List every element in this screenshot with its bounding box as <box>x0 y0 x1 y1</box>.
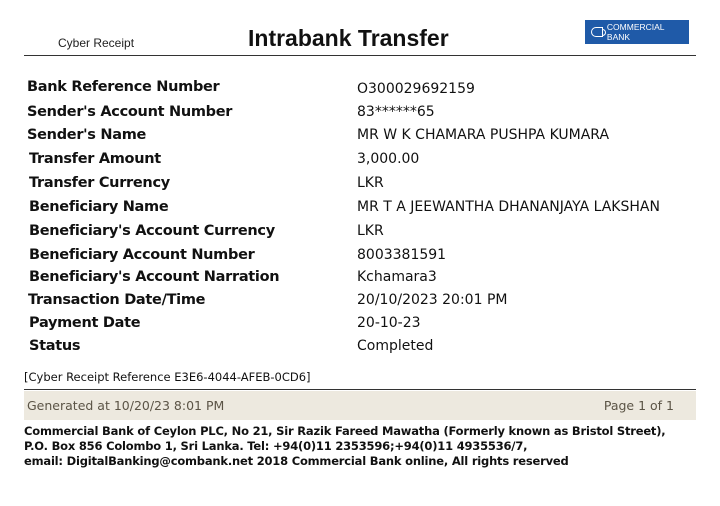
detail-value: MR T A JEEWANTHA DHANANJAYA LAKSHAN <box>357 199 660 215</box>
detail-label: Transfer Amount <box>29 151 161 167</box>
detail-row-transfer-amount <box>24 151 696 173</box>
detail-value: MR W K CHAMARA PUSHPA KUMARA <box>357 127 610 143</box>
footer-divider <box>24 389 696 390</box>
detail-row-beneficiary-currency <box>24 223 696 245</box>
detail-row-status <box>24 338 696 360</box>
detail-value: 20/10/2023 20:01 PM <box>357 292 508 308</box>
detail-label: Beneficiary's Account Narration <box>29 269 280 285</box>
detail-label: Transfer Currency <box>29 175 170 191</box>
bank-logo <box>585 20 689 44</box>
detail-label: Beneficiary's Account Currency <box>29 223 275 239</box>
detail-value: LKR <box>357 175 384 191</box>
detail-row-transfer-currency <box>24 175 696 197</box>
bank-info-line: email: DigitalBanking@combank.net 2018 Commercial Bank online, All rights reserved <box>24 454 569 468</box>
status-value: Completed <box>357 338 434 354</box>
bank-info-line: Commercial Bank of Ceylon PLC, No 21, Sir Razik Fareed Mawatha (Formerly known as Bristol Street), <box>24 424 666 438</box>
detail-label: Sender's Name <box>27 127 147 143</box>
detail-row-transaction-datetime <box>24 292 696 314</box>
generated-timestamp: Generated at 10/20/23 8:01 PM <box>27 398 225 413</box>
bank-logo-text: COMMERCIAL BANK <box>606 22 665 42</box>
detail-row-beneficiary-narration <box>24 269 696 291</box>
generated-bar <box>24 391 696 420</box>
cyber-receipt-label: Cyber Receipt <box>58 36 135 50</box>
detail-value: 20-10-23 <box>357 315 421 331</box>
detail-value: 83******65 <box>357 104 435 120</box>
detail-row-sender-name <box>24 127 696 149</box>
detail-row-payment-date <box>24 315 696 337</box>
cyber-receipt-reference: [Cyber Receipt Reference E3E6-4044-AFEB-0CD6] <box>24 370 311 384</box>
detail-label: Bank Reference Number <box>27 79 220 95</box>
detail-value: 8003381591 <box>357 247 447 263</box>
detail-label: Payment Date <box>29 315 141 331</box>
page-title: Intrabank Transfer <box>248 25 449 51</box>
detail-label: Status <box>29 338 81 354</box>
detail-value: 3,000.00 <box>357 151 420 167</box>
detail-row-beneficiary-name <box>24 199 696 221</box>
detail-label: Beneficiary Name <box>29 199 169 215</box>
detail-label: Beneficiary Account Number <box>29 247 255 263</box>
detail-value: O300029692159 <box>357 81 475 97</box>
receipt-header <box>24 22 696 56</box>
detail-label: Sender's Account Number <box>27 104 233 120</box>
detail-row-bank-reference <box>24 79 696 101</box>
bank-info-line: P.O. Box 856 Colombo 1, Sri Lanka. Tel: +94(0)11 2353596;+94(0)11 4935536/7, <box>24 439 528 453</box>
header-divider <box>24 55 696 56</box>
detail-value: LKR <box>357 223 384 239</box>
detail-row-sender-account <box>24 104 696 126</box>
bank-contact-info <box>24 424 665 469</box>
detail-value: Kchamara3 <box>357 269 437 285</box>
detail-row-beneficiary-account <box>24 247 696 269</box>
bank-logo-icon <box>591 27 603 37</box>
detail-label: Transaction Date/Time <box>28 292 206 308</box>
page-number: Page 1 of 1 <box>603 398 674 413</box>
